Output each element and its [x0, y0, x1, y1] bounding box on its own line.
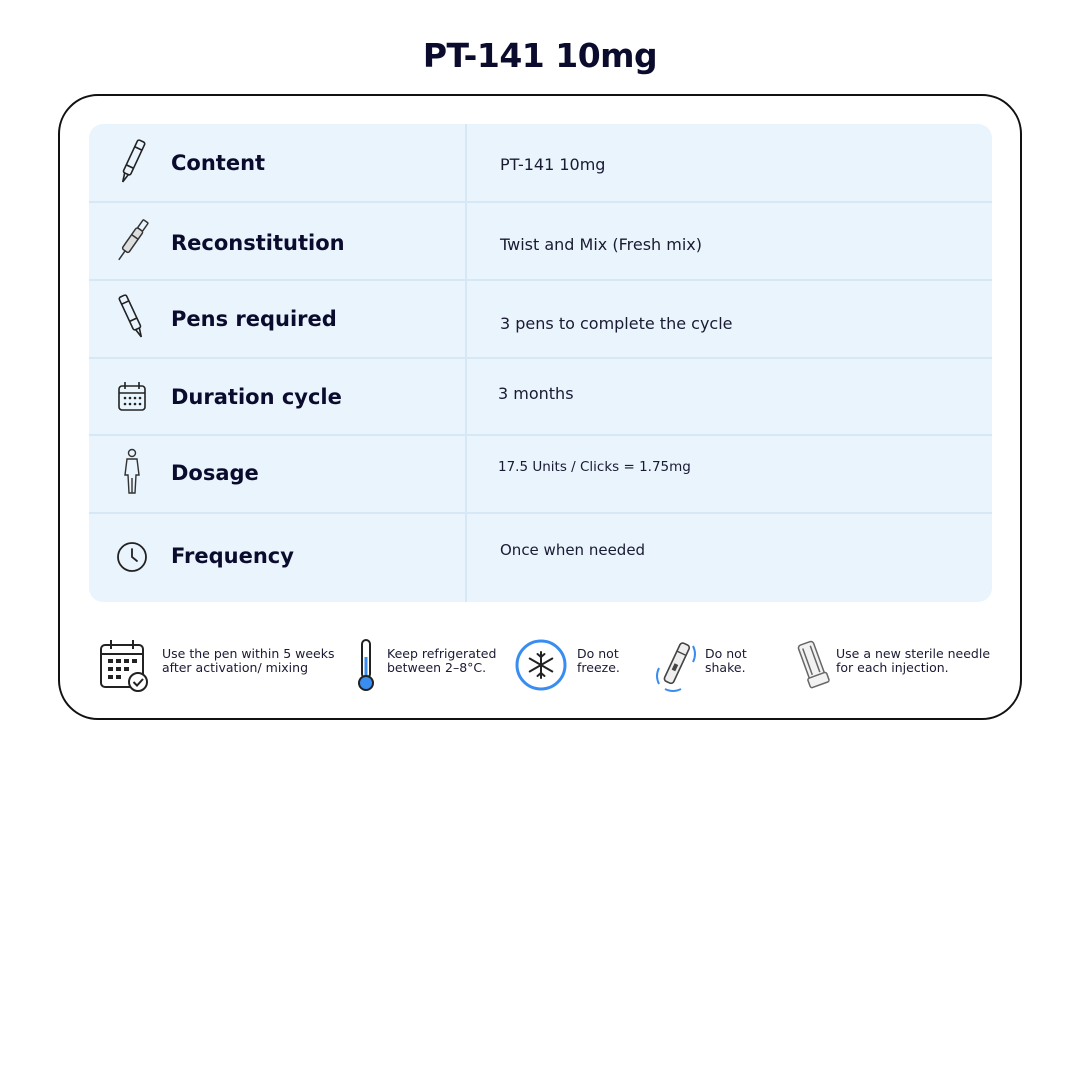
row-label: Reconstitution: [171, 231, 345, 255]
table-row-content: [89, 124, 992, 203]
instruction-new-needle: [785, 632, 1015, 702]
row-value: 3 months: [498, 384, 574, 403]
instruction-refrigerate: [338, 632, 498, 702]
table-row-pens-required: [89, 281, 992, 359]
snowflake-icon: [513, 636, 569, 694]
row-value: 17.5 Units / Clicks = 1.75mg: [498, 459, 691, 475]
clock-icon: [113, 532, 151, 582]
instruction-use-within: [96, 632, 336, 702]
row-label: Duration cycle: [171, 385, 342, 409]
row-value: PT-141 10mg: [500, 155, 606, 174]
instruction-text: Do not shake.: [705, 646, 747, 675]
row-value: 3 pens to complete the cycle: [500, 314, 733, 333]
instruction-text: Keep refrigerated between 2–8°C.: [387, 646, 497, 675]
storage-instructions: [60, 632, 1024, 702]
human-figure-icon: [113, 446, 151, 496]
product-info-card: [58, 94, 1022, 720]
thermometer-icon: [338, 636, 394, 694]
instruction-text: Use the pen within 5 weeks after activation/ mixing: [162, 646, 335, 675]
pen-icon: [113, 137, 151, 187]
instruction-text: Use a new sterile needle for each injection.: [836, 646, 991, 675]
info-table: [89, 124, 992, 602]
row-label: Content: [171, 151, 266, 175]
row-label: Pens required: [171, 307, 337, 331]
table-row-dosage: [89, 436, 992, 514]
row-label: Frequency: [171, 544, 294, 568]
table-row-duration-cycle: [89, 359, 992, 436]
table-row-frequency: [89, 514, 992, 602]
pen-icon: [113, 292, 151, 342]
calendar-icon: [113, 372, 151, 422]
needle-icon: [785, 636, 841, 694]
instruction-do-not-shake: [648, 632, 758, 702]
page-title: PT-141 10mg: [422, 36, 658, 75]
row-value: Twist and Mix (Fresh mix): [500, 235, 702, 254]
calendar-check-icon: [96, 636, 152, 694]
shake-pen-icon: [648, 636, 704, 694]
mixing-pen-icon: [113, 216, 151, 266]
row-label: Dosage: [171, 461, 259, 485]
instruction-text: Do not freeze.: [577, 646, 620, 675]
table-row-reconstitution: [89, 203, 992, 281]
instruction-do-not-freeze: [510, 632, 630, 702]
row-value: Once when needed: [500, 541, 646, 559]
